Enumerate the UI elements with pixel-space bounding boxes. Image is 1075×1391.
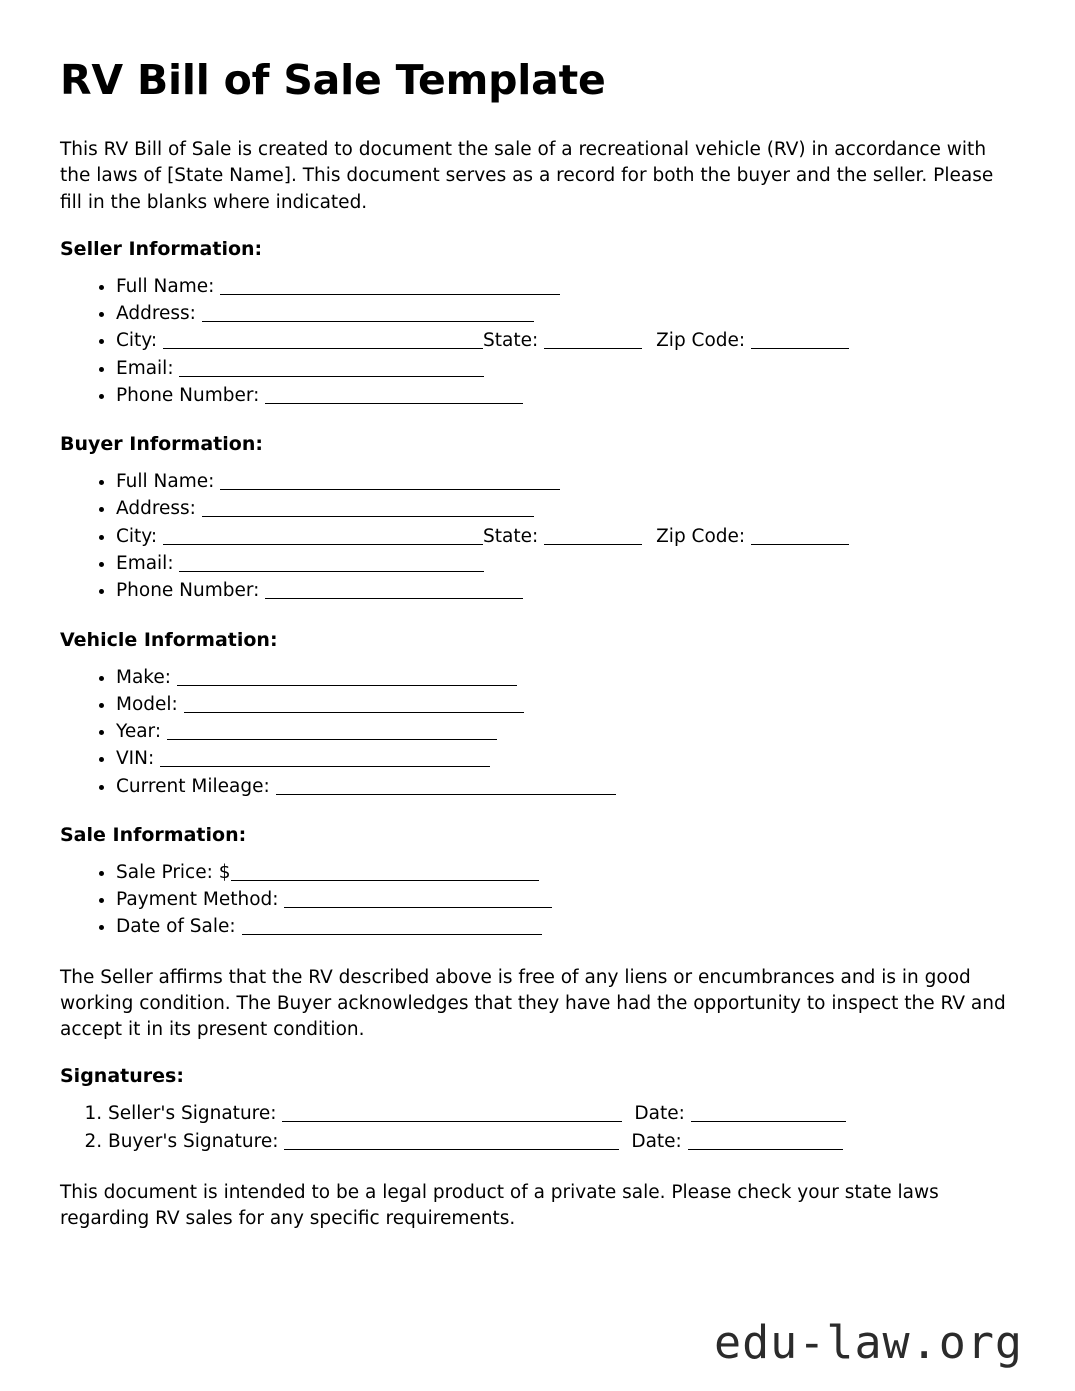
blank-line[interactable] — [284, 1134, 619, 1150]
field-buyer-full-name — [116, 469, 1015, 495]
field-seller-city-state-zip — [116, 328, 1015, 354]
sale-fields-list — [60, 860, 1015, 941]
field-seller-address — [116, 301, 1015, 327]
blank-line[interactable] — [163, 333, 483, 349]
field-label: Email: — [116, 357, 180, 379]
watermark: edu-law.org — [713, 1316, 1023, 1369]
field-label-zip: Zip Code: — [656, 330, 752, 352]
field-seller-email — [116, 356, 1015, 382]
blank-line[interactable] — [688, 1134, 843, 1150]
field-label: City: — [116, 525, 164, 547]
blank-line[interactable] — [691, 1106, 846, 1122]
field-label: Phone Number: — [116, 580, 266, 602]
section-heading-buyer: Buyer Information: — [60, 433, 263, 456]
blank-line[interactable] — [184, 697, 524, 713]
section-heading-vehicle: Vehicle Information: — [60, 628, 278, 651]
field-label: VIN: — [116, 748, 161, 770]
blank-line[interactable] — [544, 333, 642, 349]
field-label: Year: — [116, 721, 167, 743]
intro-paragraph: This RV Bill of Sale is created to document the sale of a recreational vehicle (RV) in accordance with the laws of [State Name]. This document serves as a record for both the buyer and the seller. Please fill in the blanks where indicated. — [60, 139, 994, 213]
signatures-list — [60, 1101, 1015, 1156]
blank-line[interactable] — [231, 865, 539, 881]
field-label: Email: — [116, 553, 180, 575]
blank-line[interactable] — [202, 306, 534, 322]
field-seller-phone — [116, 383, 1015, 409]
blank-line[interactable] — [242, 919, 542, 935]
blank-line[interactable] — [177, 670, 517, 686]
field-buyer-city-state-zip — [116, 524, 1015, 550]
blank-line[interactable] — [220, 279, 560, 295]
affirmation-paragraph: The Seller affirms that the RV described above is free of any liens or encumbrances and is in good working condition. The Buyer acknowledges that they have had the opportunity to inspect the RV and accept it in its present condition. — [60, 966, 1006, 1041]
signature-label-buyer: Buyer's Signature: — [108, 1131, 285, 1153]
blank-line[interactable] — [544, 529, 642, 545]
blank-line[interactable] — [179, 556, 484, 572]
blank-line[interactable] — [265, 388, 523, 404]
blank-line[interactable] — [160, 751, 490, 767]
field-label: Full Name: — [116, 471, 221, 493]
field-label-state: State: — [483, 525, 545, 547]
buyer-fields-list — [60, 469, 1015, 604]
blank-line[interactable] — [202, 501, 534, 517]
signature-row-seller — [108, 1101, 1015, 1128]
blank-line[interactable] — [284, 892, 552, 908]
blank-line[interactable] — [751, 529, 849, 545]
signature-row-buyer — [108, 1129, 1015, 1156]
field-buyer-email — [116, 551, 1015, 577]
field-label: Phone Number: — [116, 384, 266, 406]
date-label: Date: — [634, 1103, 691, 1125]
blank-line[interactable] — [167, 724, 497, 740]
field-vehicle-model — [116, 692, 1015, 718]
blank-line[interactable] — [163, 529, 483, 545]
section-heading-seller: Seller Information: — [60, 237, 263, 260]
field-vehicle-mileage — [116, 774, 1015, 800]
field-buyer-address — [116, 496, 1015, 522]
field-label: Address: — [116, 498, 202, 520]
field-label-state: State: — [483, 330, 545, 352]
field-vehicle-make — [116, 665, 1015, 691]
field-vehicle-vin — [116, 746, 1015, 772]
field-seller-full-name — [116, 274, 1015, 300]
section-heading-sale: Sale Information: — [60, 823, 247, 846]
field-buyer-phone — [116, 578, 1015, 604]
field-label: Full Name: — [116, 275, 221, 297]
field-label: Date of Sale: — [116, 916, 242, 938]
field-vehicle-year — [116, 719, 1015, 745]
blank-line[interactable] — [751, 333, 849, 349]
field-sale-price — [116, 860, 1015, 886]
field-date-of-sale — [116, 914, 1015, 940]
closing-paragraph: This document is intended to be a legal product of a private sale. Please check your state laws regarding RV sales for any specific requirements. — [60, 1182, 939, 1230]
blank-line[interactable] — [276, 779, 616, 795]
blank-line[interactable] — [282, 1106, 622, 1122]
seller-fields-list — [60, 274, 1015, 409]
field-label: Sale Price: $ — [116, 861, 231, 883]
blank-line[interactable] — [220, 474, 560, 490]
date-label: Date: — [631, 1131, 688, 1153]
field-label: Address: — [116, 303, 202, 325]
field-payment-method — [116, 887, 1015, 913]
field-label: City: — [116, 330, 164, 352]
blank-line[interactable] — [265, 583, 523, 599]
field-label: Model: — [116, 693, 184, 715]
section-heading-signatures: Signatures: — [60, 1065, 184, 1088]
field-label: Payment Method: — [116, 889, 285, 911]
field-label-zip: Zip Code: — [656, 525, 752, 547]
field-label: Current Mileage: — [116, 775, 276, 797]
field-label: Make: — [116, 666, 177, 688]
vehicle-fields-list — [60, 665, 1015, 800]
blank-line[interactable] — [179, 361, 484, 377]
signature-label-seller: Seller's Signature: — [108, 1103, 283, 1125]
page-title: RV Bill of Sale Template — [60, 56, 606, 104]
